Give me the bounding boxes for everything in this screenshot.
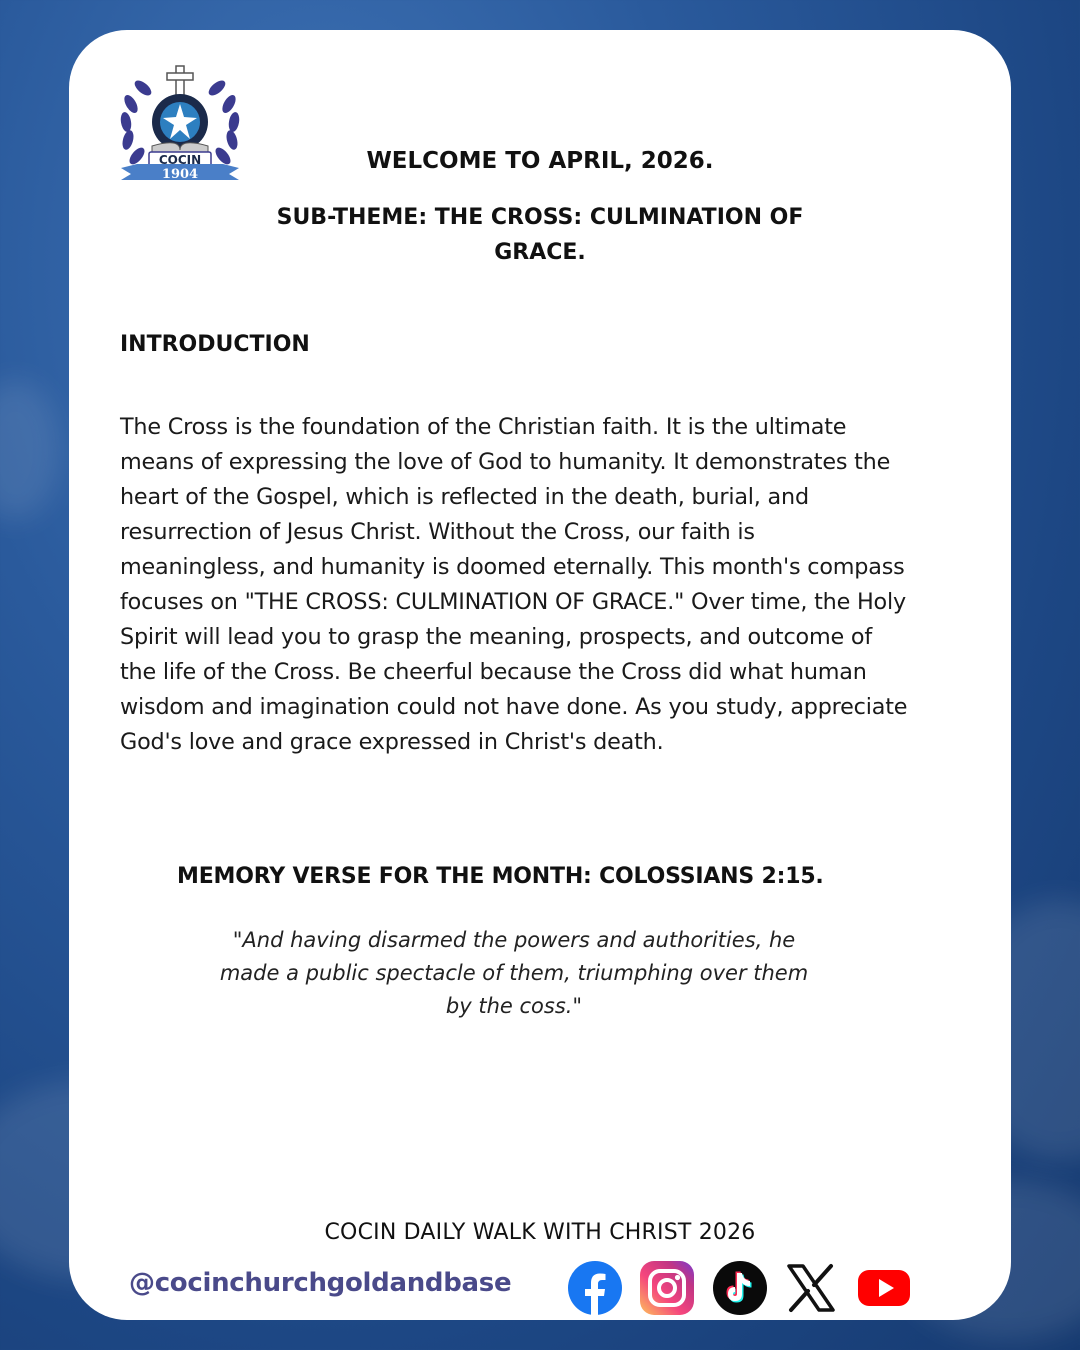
subtheme-line: SUB-THEME: THE CROSS: CULMINATION OF: [276, 205, 804, 230]
intro-line: the life of the Cross. Be cheerful because the Cross did what human: [120, 659, 867, 685]
intro-line: focuses on "THE CROSS: CULMINATION OF GRACE." Over time, the Holy: [120, 589, 906, 615]
facebook-icon[interactable]: [567, 1260, 623, 1316]
intro-line: Spirit will lead you to grasp the meaning, prospects, and outcome of: [120, 624, 872, 650]
verse-line: by the coss.": [445, 994, 583, 1018]
verse-line: "And having disarmed the powers and authorities, he: [232, 928, 796, 952]
memory-verse-heading: MEMORY VERSE FOR THE MONTH: COLOSSIANS 2:15.: [177, 864, 824, 889]
intro-line: heart of the Gospel, which is reflected in the death, burial, and: [120, 484, 809, 510]
intro-line: God's love and grace expressed in Christ's death.: [120, 729, 664, 755]
verse-line: made a public spectacle of them, triumphing over them: [219, 961, 809, 985]
logo-name: COCIN: [158, 153, 202, 167]
welcome-heading: WELCOME TO APRIL, 2026.: [366, 148, 714, 174]
subtheme-heading: [69, 200, 1011, 270]
intro-line: The Cross is the foundation of the Christian faith. It is the ultimate: [120, 414, 847, 440]
x-icon[interactable]: [783, 1260, 839, 1316]
intro-line: resurrection of Jesus Christ. Without the Cross, our faith is: [120, 519, 755, 545]
memory-verse-text: [209, 924, 819, 1023]
cloud-decoration: [0, 380, 60, 520]
social-handle[interactable]: @cocinchurchgoldandbase: [129, 1268, 512, 1298]
subtheme-line: GRACE.: [494, 240, 586, 265]
intro-line: meaningless, and humanity is doomed eternally. This month's compass: [120, 554, 905, 580]
instagram-icon[interactable]: [639, 1260, 695, 1316]
content-card: [69, 30, 1011, 1320]
introduction-text: [120, 410, 970, 760]
logo-year: 1904: [161, 167, 199, 182]
tiktok-icon[interactable]: [712, 1260, 768, 1316]
intro-line: wisdom and imagination could not have done. As you study, appreciate: [120, 694, 908, 720]
youtube-icon[interactable]: [856, 1260, 912, 1316]
intro-line: means of expressing the love of God to humanity. It demonstrates the: [120, 449, 891, 475]
introduction-heading: INTRODUCTION: [120, 332, 310, 357]
footer-title: COCIN DAILY WALK WITH CHRIST 2026: [324, 1220, 756, 1245]
